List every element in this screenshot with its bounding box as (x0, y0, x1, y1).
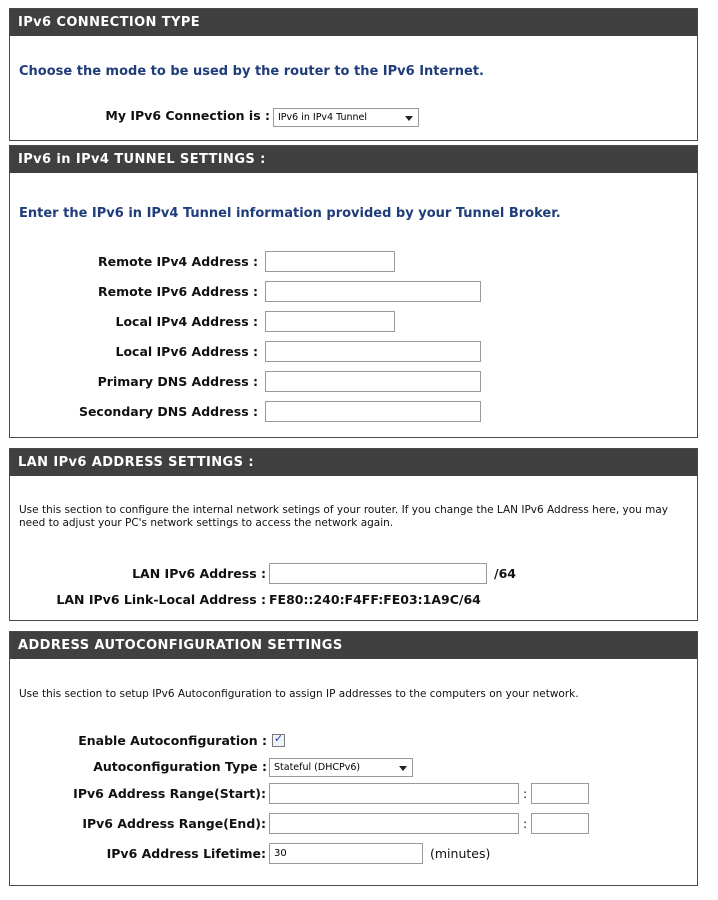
connection-type-section (9, 8, 698, 141)
enable-autoconfig-checkbox[interactable] (272, 734, 285, 747)
range-end-suffix-input[interactable] (531, 813, 589, 834)
primary-dns-label: Primary DNS Address : (97, 374, 258, 389)
range-end-input[interactable] (269, 813, 519, 834)
range-end-separator: : (523, 816, 528, 831)
tunnel-settings-header: IPv6 in IPv4 TUNNEL SETTINGS : (10, 146, 697, 173)
connection-type-intro: Choose the mode to be used by the router to the IPv6 Internet. (19, 64, 484, 79)
lan-settings-section (9, 448, 698, 621)
autoconfig-description: Use this section to setup IPv6 Autoconfiguration to assign IP addresses to the computers on your network. (19, 688, 579, 700)
link-local-label: LAN IPv6 Link-Local Address : (56, 592, 266, 607)
local-ipv4-label: Local IPv4 Address : (115, 314, 258, 329)
local-ipv4-input[interactable] (265, 311, 395, 332)
autoconfig-type-selected: Stateful (DHCPv6) (274, 762, 361, 773)
range-start-label: IPv6 Address Range(Start): (73, 786, 266, 801)
lan-prefix: /64 (494, 566, 516, 581)
tunnel-settings-intro: Enter the IPv6 in IPv4 Tunnel information provided by your Tunnel Broker. (19, 206, 561, 221)
local-ipv6-label: Local IPv6 Address : (115, 344, 258, 359)
lan-settings-description: Use this section to configure the internal network setings of your router. If you change the LAN IPv6 Address here, you may need to adjust your PC's network settings to access the network again. (19, 504, 669, 529)
lan-address-input[interactable] (269, 563, 487, 584)
lan-address-label: LAN IPv6 Address : (132, 566, 266, 581)
remote-ipv4-label: Remote IPv4 Address : (98, 254, 258, 269)
lan-settings-header: LAN IPv6 ADDRESS SETTINGS : (10, 449, 697, 476)
autoconfig-type-label: Autoconfiguration Type : (93, 759, 267, 774)
autoconfig-section (9, 631, 698, 886)
range-start-separator: : (523, 786, 528, 801)
connection-type-selected: IPv6 in IPv4 Tunnel (278, 112, 368, 123)
local-ipv6-input[interactable] (265, 341, 481, 362)
secondary-dns-label: Secondary DNS Address : (78, 404, 258, 419)
remote-ipv4-input[interactable] (265, 251, 395, 272)
enable-autoconfig-label: Enable Autoconfiguration : (78, 733, 267, 748)
lifetime-label: IPv6 Address Lifetime: (106, 846, 266, 861)
connection-type-select[interactable] (273, 108, 419, 127)
checkmark-icon: ✓ (274, 732, 284, 745)
autoconfig-type-select[interactable] (269, 758, 413, 777)
range-start-input[interactable] (269, 783, 519, 804)
connection-type-label: My IPv6 Connection is : (105, 108, 270, 123)
lifetime-unit: (minutes) (430, 846, 491, 861)
connection-type-header: IPv6 CONNECTION TYPE (10, 9, 697, 36)
autoconfig-header: ADDRESS AUTOCONFIGURATION SETTINGS (10, 632, 697, 659)
chevron-down-icon (399, 766, 407, 771)
link-local-value: FE80::240:F4FF:FE03:1A9C/64 (269, 592, 481, 607)
primary-dns-input[interactable] (265, 371, 481, 392)
secondary-dns-input[interactable] (265, 401, 481, 422)
range-end-label: IPv6 Address Range(End): (82, 816, 266, 831)
tunnel-settings-section (9, 145, 698, 438)
remote-ipv6-label: Remote IPv6 Address : (98, 284, 258, 299)
range-start-suffix-input[interactable] (531, 783, 589, 804)
lifetime-input[interactable]: 30 (269, 843, 423, 864)
chevron-down-icon (405, 116, 413, 121)
remote-ipv6-input[interactable] (265, 281, 481, 302)
